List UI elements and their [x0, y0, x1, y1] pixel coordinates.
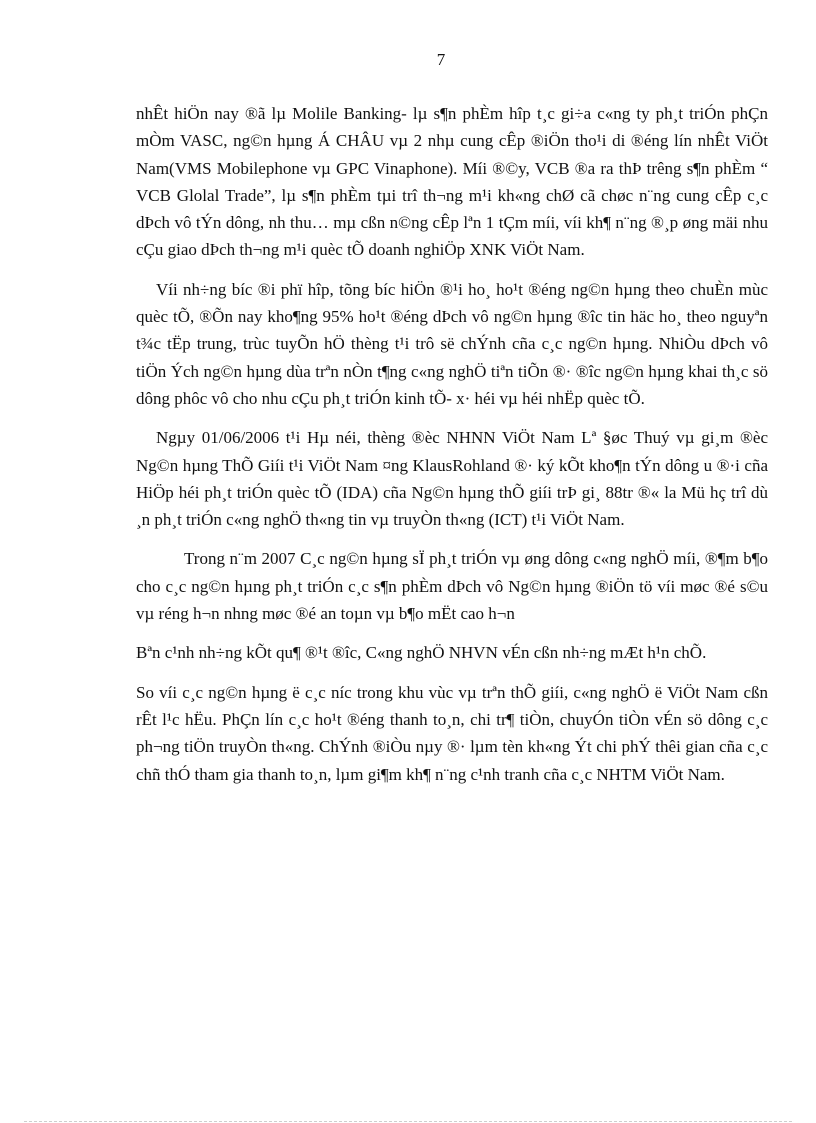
document-body: [136, 100, 768, 800]
page-number: 7: [436, 50, 446, 69]
paragraph-limitations-intro: Bªn c¹nh nh÷ng kÕt qu¶ ®¹t ®îc, C«ng nghÖ NHVN vÉn cßn nh÷ng mÆt h¹n chÕ.: [136, 643, 707, 663]
paragraph-mobile-banking: nhÊt hiÖn nay ®ã lµ Molile Banking- lµ s¶n phÈm hîp t¸c gi÷a c«ng ty ph¸t triÓn phÇn mÒm VASC, ng©n hµng Á CHÂU vµ 2 nhµ cung cÊp ®iÖn tho¹i di ®éng lín nhÊt ViÖt Nam(VMS Mobilephone vµ GPC Vinaphone). Míi ®©y, VCB ®a ra thÞ trêng s¶n phÈm “ VCB Glolal Trade”, lµ s¶n phÈm tµi trî th¬ng m¹i kh«ng chØ cã chøc n¨ng cung cÊp c¸c dÞch vô tÝn dông, nh thu… mµ cßn n©ng cÊp lªn 1 tÇm míi, víi kh¶ n¨ng ®¸p øng mäi nhu cÇu giao dÞch th¬ng m¹i quèc tÕ doanh nghiÖp XNK ViÖt Nam.: [136, 104, 768, 260]
footer-divider: [24, 1121, 792, 1122]
paragraph-modernization: Víi nh÷ng bíc ®i phï hîp, tõng bíc hiÖn ®¹i ho¸ ho¹t ®éng ng©n hµng theo chuÈn mùc quèc tÕ, ®Õn nay kho¶ng 95% ho¹t ®éng dÞch vô ng©n hµng ®îc tin häc ho¸ theo nguyªn t¾c tËp trung, trùc tuyÕn hÖ thèng t¹i trô së chÝnh cña c¸c ng©n hµng. NhiÒu dÞch vô tiÖn Ých ng©n hµng dùa trªn nÒn t¶ng c«ng nghÖ tiªn tiÕn ®· ®îc ng©n hµng khai th¸c sö dông phôc vô cho nhu cÇu ph¸t triÓn kinh tÕ- x· héi vµ héi nhËp quèc tÕ.: [136, 279, 768, 408]
paragraph-comparison: So víi c¸c ng©n hµng ë c¸c níc trong khu vùc vµ trªn thÕ giíi, c«ng nghÖ ë ViÖt Nam cßn rÊt l¹c hËu. PhÇn lín c¸c ho¹t ®éng thanh to¸n, chi tr¶ tiÒn, chuyÓn tiÒn vÉn sö dông c¸c ph¬ng tiÖn truyÒn th«ng. ChÝnh ®iÒu nµy ®· lµm tèn kh«ng Ýt chi phÝ thêi gian cña c¸c chñ thÓ tham gia thanh to¸n, lµm gi¶m kh¶ n¨ng c¹nh tranh cña c¸c NHTM ViÖt Nam.: [136, 682, 768, 784]
paragraph-2007-plan: Trong n¨m 2007 C¸c ng©n hµng sÏ ph¸t triÓn vµ øng dông c«ng nghÖ míi, ®¶m b¶o cho c¸c ng©n hµng ph¸t triÓn c¸c s¶n phÈm dÞch vô Ng©n hµng ®iÖn tö víi møc ®é s©u vµ réng h¬n nhng møc ®é an toµn vµ b¶o mËt cao h¬n: [136, 549, 768, 624]
paragraph-ida-credit: Ngµy 01/06/2006 t¹i Hµ néi, thèng ®èc NHNN ViÖt Nam Lª §øc Thuý vµ gi¸m ®èc Ng©n hµng ThÕ Giíi t¹i ViÖt Nam ¤ng KlausRohland ®· ký kÕt kho¶n tÝn dông u ®·i cña HiÖp héi ph¸t triÓn quèc tÕ (IDA) cña Ng©n hµng thÕ giíi trÞ gi¸ 88tr ®« la Mü hç trî dù ¸n ph¸t triÓn c«ng nghÖ th«ng tin vµ truyÒn th«ng (ICT) t¹i ViÖt Nam.: [136, 428, 768, 530]
